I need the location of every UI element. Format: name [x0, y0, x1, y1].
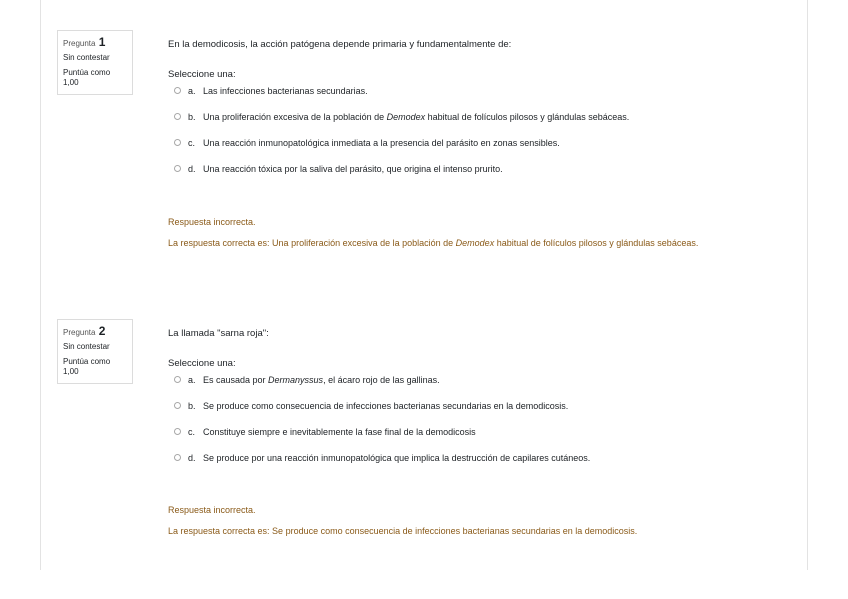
- option-text: [203, 374, 440, 386]
- page-border-right: [807, 0, 808, 570]
- radio-button[interactable]: [174, 139, 181, 146]
- option-letter: d.: [188, 453, 196, 463]
- question-content: [168, 319, 788, 539]
- answer-option-c[interactable]: [168, 137, 788, 163]
- question-number-value: 2: [98, 324, 106, 338]
- option-letter: c.: [188, 427, 196, 437]
- correct-answer-part: habitual de folículos pilosos y glándulas sebáceas.: [494, 238, 699, 248]
- option-text: Las infecciones bacterianas secundarias.: [203, 86, 368, 96]
- option-letter: d.: [188, 164, 196, 174]
- answer-option-d[interactable]: [168, 163, 788, 189]
- answer-option-a[interactable]: [168, 374, 788, 400]
- grade-value: 1,00: [63, 78, 79, 87]
- option-text: Se produce como consecuencia de infecciones bacterianas secundarias en la demodicosis.: [203, 401, 569, 411]
- question-info-box: [57, 30, 133, 95]
- option-text: Constituye siempre e inevitablemente la fase final de la demodicosis: [203, 427, 476, 437]
- answer-option-d[interactable]: [168, 452, 788, 478]
- feedback-result: Respuesta incorrecta.: [168, 505, 256, 515]
- correct-answer: La respuesta correcta es: Se produce como consecuencia de infecciones bacterianas secundarias en la demodicosis.: [168, 526, 638, 536]
- correct-answer-italic: Demodex: [455, 238, 495, 248]
- grade-label: Puntúa como: [63, 68, 111, 77]
- question-state: Sin contestar: [63, 53, 110, 62]
- question-state: Sin contestar: [63, 342, 110, 351]
- question-number: [63, 36, 132, 50]
- radio-button[interactable]: [174, 376, 181, 383]
- feedback-result: Respuesta incorrecta.: [168, 217, 256, 227]
- question-number-value: 1: [98, 35, 106, 49]
- answer-option-c[interactable]: [168, 426, 788, 452]
- option-text-italic: Dermanyssus: [268, 375, 324, 385]
- grade-label: Puntúa como: [63, 357, 111, 366]
- option-letter: b.: [188, 401, 196, 411]
- page-border-left: [40, 0, 41, 570]
- question-feedback: [168, 503, 788, 539]
- grade-value: 1,00: [63, 367, 79, 376]
- answer-options: [168, 85, 788, 189]
- option-letter: b.: [188, 112, 196, 122]
- question-content: [168, 30, 788, 251]
- question-grade: [63, 357, 132, 377]
- question-number: [63, 325, 132, 339]
- answer-prompt: Seleccione una:: [168, 358, 236, 369]
- question-info-box: [57, 319, 133, 384]
- option-text: [203, 111, 629, 123]
- option-text-part: Es causada por: [203, 375, 269, 385]
- option-letter: a.: [188, 86, 196, 96]
- option-text: Se produce por una reacción inmunopatológica que implica la destrucción de capilares cutáneos.: [203, 453, 591, 463]
- radio-button[interactable]: [174, 113, 181, 120]
- option-text: Una reacción inmunopatológica inmediata a la presencia del parásito en zonas sensibles.: [203, 138, 560, 148]
- answer-option-a[interactable]: [168, 85, 788, 111]
- radio-button[interactable]: [174, 402, 181, 409]
- answer-option-b[interactable]: [168, 400, 788, 426]
- question-text: La llamada "sarna roja":: [168, 328, 269, 339]
- radio-button[interactable]: [174, 428, 181, 435]
- option-text-part: , el ácaro rojo de las gallinas.: [323, 375, 440, 385]
- correct-answer-part: La respuesta correcta es: Una proliferación excesiva de la población de: [168, 238, 456, 248]
- radio-button[interactable]: [174, 165, 181, 172]
- question-text: En la demodicosis, la acción patógena depende primaria y fundamentalmente de:: [168, 39, 512, 50]
- option-letter: c.: [188, 138, 196, 148]
- answer-prompt: Seleccione una:: [168, 69, 236, 80]
- answer-option-b[interactable]: [168, 111, 788, 137]
- question-label: Pregunta: [63, 328, 96, 337]
- option-text: Una reacción tóxica por la saliva del parásito, que origina el intenso prurito.: [203, 164, 503, 174]
- option-text-part: habitual de folículos pilosos y glándulas sebáceas.: [425, 112, 630, 122]
- radio-button[interactable]: [174, 87, 181, 94]
- option-letter: a.: [188, 375, 196, 385]
- radio-button[interactable]: [174, 454, 181, 461]
- option-text-italic: Demodex: [386, 112, 426, 122]
- question-label: Pregunta: [63, 39, 96, 48]
- correct-answer: [168, 236, 788, 251]
- question-feedback: [168, 215, 788, 251]
- question-grade: [63, 68, 132, 88]
- answer-options: [168, 374, 788, 478]
- option-text-part: Una proliferación excesiva de la población de: [203, 112, 387, 122]
